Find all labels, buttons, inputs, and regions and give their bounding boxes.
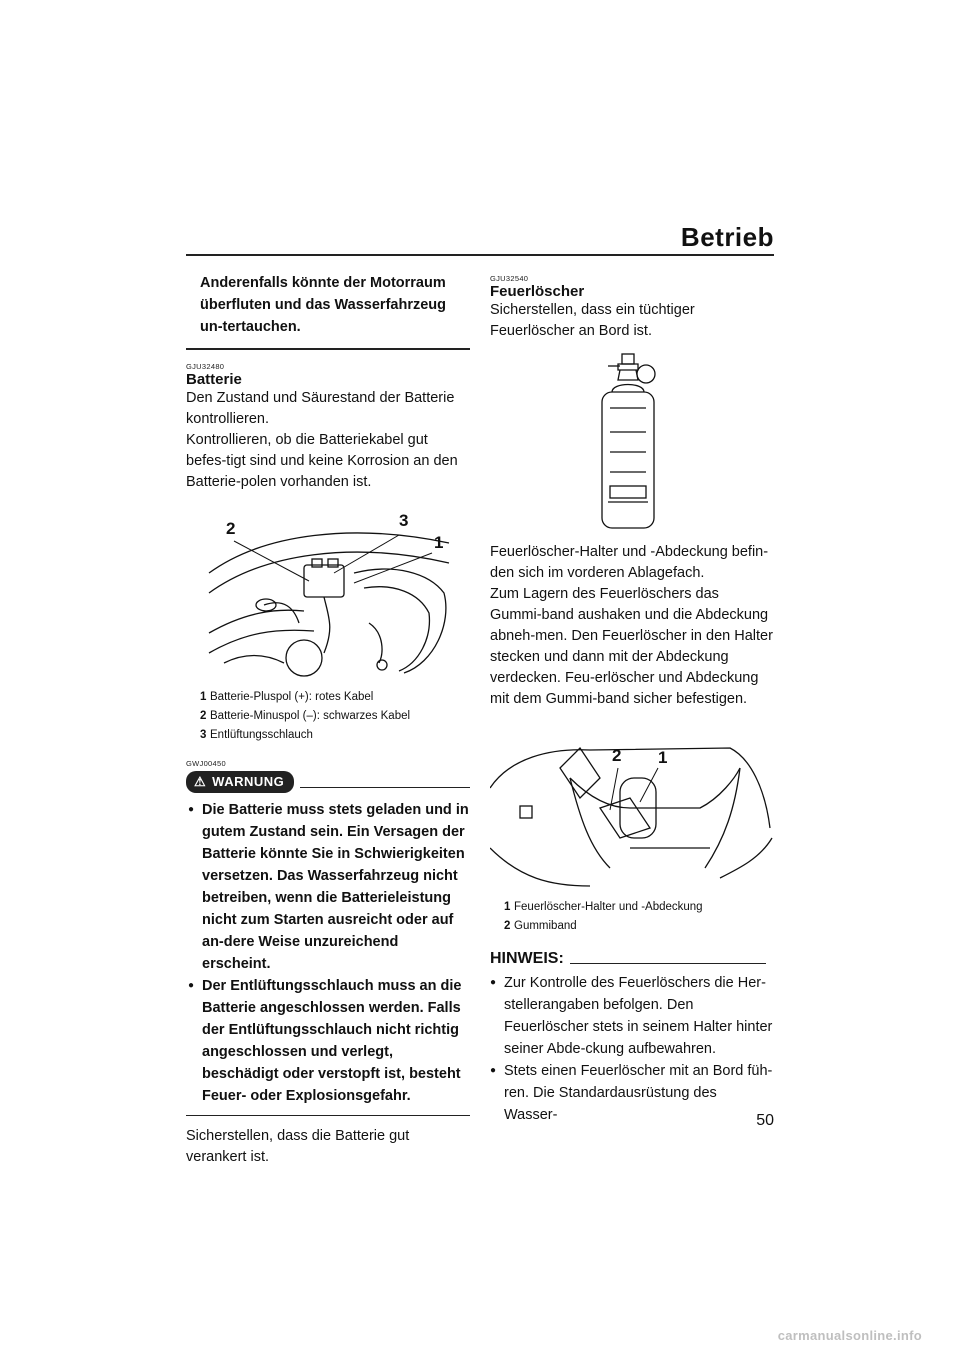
callout-1: 1 [658, 748, 668, 767]
warning-bullet: ● Die Batterie muss stets geladen und in gutem Zustand sein. Ein Versagen der Batterie könnte Sie in Schwierigkeiten versetzen. Das Wasserfahrzeug nicht betreiben, wenn die Batterieleistung nicht zum Starten ausreicht oder auf an-dere Weise unzureichend erscheint. [188, 799, 470, 975]
callout-2: 2 [226, 518, 236, 538]
caption-item: 1 Feuerlöscher-Halter und -Abdeckung [504, 901, 703, 913]
warning-header [186, 771, 470, 793]
callout-1: 1 [434, 532, 444, 552]
section-heading-extinguisher: Feuerlöscher [490, 283, 585, 300]
caption-item: 1 Batterie-Pluspol (+): rotes Kabel [200, 690, 374, 703]
warning-body [186, 799, 470, 1107]
caption-item: 3 Entlüftungsschlauch [200, 728, 313, 741]
left-column [186, 268, 470, 1168]
warning-continued-text: Anderenfalls könnte der Motorraum überfluten und das Wasserfahrzeug un-tertauchen. [200, 275, 446, 335]
battery-figure [204, 510, 454, 678]
page-title: Betrieb [680, 222, 774, 252]
right-column [490, 274, 774, 1126]
note-bullet: ● Zur Kontrolle des Feuerlöschers die Her-stellerangaben befolgen. Den Feuerlöscher stets in seinem Halter hinter seiner Abde-ckung aufbewahren. [490, 972, 774, 1060]
page-number: 50 [756, 1112, 774, 1129]
fire-extinguisher-icon [590, 352, 670, 532]
section-code: GJU32540 [490, 274, 529, 283]
header-rule [186, 254, 774, 256]
extinguisher-figure [590, 352, 670, 532]
note-bullet: ● Stets einen Feuerlöscher mit an Bord füh-ren. Die Standardausrüstung des Wasser- [490, 1060, 774, 1126]
note-header-rule [570, 963, 766, 965]
warning-code: GWJ00450 [186, 758, 226, 768]
storage-compartment-illustration [490, 728, 774, 888]
watermark: carmanualsonline.info [777, 1328, 922, 1343]
warning-header-rule [300, 787, 470, 789]
extinguisher-paragraph-1: Sicherstellen, dass ein tüchtiger Feuerlöscher an Bord ist. [490, 302, 695, 339]
extinguisher-captions [504, 898, 774, 936]
note-label: HINWEIS: [490, 950, 564, 967]
storage-figure [490, 728, 774, 888]
note-body [490, 972, 774, 1126]
battery-paragraph-2: Kontrollieren, ob die Batteriekabel gut befes-tigt sind und keine Korrosion an den Batterie-polen vorhanden ist. [186, 431, 458, 490]
extinguisher-paragraph-3: Zum Lagern des Feuerlöschers das Gummi-band aushaken und die Abdeckung abneh-men. Den Feuerlöscher in den Halter stecken und dann mit der Abdeckung verdecken. Feu-erlöscher und Abdeckung mit dem Gummi-band sicher befestigen. [490, 586, 773, 707]
warning-end-rule [186, 348, 470, 350]
battery-captions [200, 688, 470, 745]
battery-paragraph-1: Den Zustand und Säurestand der Batterie kontrollieren. [186, 389, 455, 427]
battery-closing-text: Sicherstellen, dass die Batterie gut verankert ist. [186, 1128, 410, 1165]
warning-badge: ⚠ WARNUNG [186, 771, 294, 793]
caption-item: 2 Gummiband [504, 920, 577, 932]
warning-triangle-icon: ⚠ [194, 773, 207, 789]
note-header [490, 950, 774, 968]
warning-end-rule [186, 1115, 470, 1117]
extinguisher-paragraph-2: Feuerlöscher-Halter und -Abdeckung befin-den sich im vorderen Ablagefach. [490, 544, 769, 581]
battery-illustration [204, 510, 454, 678]
callout-3: 3 [399, 510, 409, 530]
warning-bullet: ● Der Entlüftungsschlauch muss an die Batterie angeschlossen werden. Falls der Entlüftungsschlauch nicht richtig angeschlossen und verlegt, beschädigt oder verstopft ist, besteht Feuer- oder Explosionsgefahr. [188, 975, 470, 1107]
section-code: GJU32480 [186, 361, 225, 371]
callout-2: 2 [612, 746, 622, 765]
caption-item: 2 Batterie-Minuspol (–): schwarzes Kabel [200, 709, 411, 722]
section-heading-battery: Batterie [186, 370, 242, 388]
